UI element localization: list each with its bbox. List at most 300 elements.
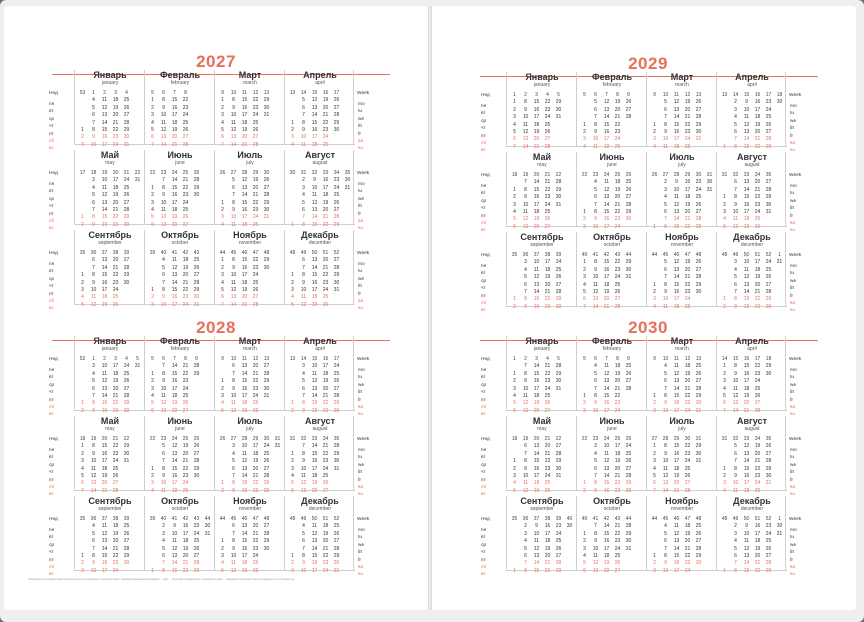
weekday-label: sa xyxy=(790,141,796,147)
day-cell: 9 xyxy=(524,194,527,201)
week-number xyxy=(272,90,283,97)
day-cell: 26 xyxy=(322,301,329,308)
day-cell xyxy=(272,120,283,127)
day-cell: 10 xyxy=(300,465,307,472)
day-cell: 28 xyxy=(555,450,562,457)
day-cell xyxy=(191,393,202,400)
week-number: 44 xyxy=(219,516,226,522)
week-number: 9 xyxy=(221,90,224,96)
day-cell xyxy=(774,289,785,296)
month-block xyxy=(284,496,355,574)
day-cell: 4 xyxy=(291,473,294,480)
weekday-label: fr xyxy=(790,557,793,563)
day-cell: 21 xyxy=(614,385,621,392)
day-cell xyxy=(693,304,704,311)
day-cell xyxy=(553,408,564,415)
week-number: 11 xyxy=(241,90,248,96)
day-cell: 22 xyxy=(112,214,119,221)
weekday-label: mo xyxy=(358,182,365,187)
day-cell xyxy=(719,443,730,450)
day-cell xyxy=(342,200,353,207)
day-cell: 13 xyxy=(533,443,540,450)
day-cell: 9 xyxy=(594,216,597,223)
day-cell: 6 xyxy=(513,136,516,143)
day-cell: 6 xyxy=(302,104,305,111)
day-cell: 7 xyxy=(653,487,656,494)
day-cell: 6 xyxy=(221,294,224,301)
day-cell: 11 xyxy=(311,370,318,377)
day-cell: 23 xyxy=(684,450,691,457)
day-cell: 10 xyxy=(743,106,750,113)
day-cell: 24 xyxy=(544,385,551,392)
day-cell: 31 xyxy=(555,473,562,480)
day-cell: 16 xyxy=(603,129,610,136)
day-cell: 10 xyxy=(662,567,669,574)
day-cell: 26 xyxy=(625,99,632,106)
day-cell: 19 xyxy=(311,301,318,308)
day-cell: 19 xyxy=(241,287,248,294)
weekday-list xyxy=(358,447,365,499)
day-cell: 9 xyxy=(302,407,305,414)
day-cell: 3 xyxy=(291,567,294,574)
week-number: 50 xyxy=(743,252,750,258)
weekday-label: пн xyxy=(481,528,487,533)
day-cell: 2 xyxy=(723,370,726,377)
day-cell: 27 xyxy=(625,465,632,472)
day-cell: 28 xyxy=(695,114,702,121)
day-cell: 6 xyxy=(221,134,224,141)
day-cell: 20 xyxy=(112,385,119,392)
day-cell: 23 xyxy=(182,192,189,199)
day-cell: 10 xyxy=(90,458,97,465)
day-cell: 24 xyxy=(614,136,621,143)
day-cell: 24 xyxy=(754,378,761,385)
day-cell: 27 xyxy=(123,112,130,119)
week-number: 17 xyxy=(79,170,86,176)
day-cell xyxy=(564,531,575,538)
day-cell: 27 xyxy=(614,296,621,303)
year-block-2030 xyxy=(480,336,808,577)
weekday-label: fr xyxy=(790,293,793,299)
day-cell: 31 xyxy=(123,458,130,465)
day-cell: 15 xyxy=(311,450,318,457)
day-cell xyxy=(272,473,283,480)
day-cell: 3 xyxy=(302,363,305,370)
month-name-ru: Июль xyxy=(669,152,695,162)
day-cell: 15 xyxy=(101,553,108,560)
week-number: 8 xyxy=(184,356,187,362)
week-number: 24 xyxy=(171,170,178,176)
day-cell xyxy=(649,99,660,106)
day-cell: 12 xyxy=(160,400,167,407)
day-cell xyxy=(579,386,590,393)
month-days-grid xyxy=(77,516,143,575)
day-cell: 21 xyxy=(182,363,189,370)
day-cell xyxy=(564,363,575,370)
day-cell: 25 xyxy=(182,119,189,126)
day-cell: 19 xyxy=(684,370,691,377)
day-cell: 7 xyxy=(162,279,165,286)
day-cell: 16 xyxy=(241,264,248,271)
week-number xyxy=(272,250,283,257)
day-cell: 30 xyxy=(333,407,340,414)
week-number-header: Нед xyxy=(481,437,490,442)
day-cell: 15 xyxy=(533,370,540,377)
day-cell xyxy=(719,553,730,560)
day-cell: 7 xyxy=(734,136,737,143)
day-cell xyxy=(132,105,143,112)
weekday-label: ср xyxy=(49,116,55,122)
week-number: 5 xyxy=(136,356,139,362)
day-cell: 2 xyxy=(513,106,516,113)
day-cell: 9 xyxy=(232,264,235,271)
day-cell: 29 xyxy=(695,223,702,230)
day-cell: 28 xyxy=(695,274,702,281)
weekday-labels-en xyxy=(785,72,808,154)
day-cell: 6 xyxy=(92,112,95,119)
day-cell: 4 xyxy=(92,97,95,104)
week-number xyxy=(342,250,353,257)
day-cell: 10 xyxy=(522,473,529,480)
month-block xyxy=(74,336,145,414)
week-number: 20 xyxy=(112,170,119,176)
day-cell xyxy=(564,400,575,407)
month-block xyxy=(506,416,577,494)
day-cell: 27 xyxy=(695,266,702,273)
quarter-row xyxy=(480,496,808,578)
day-cell: 18 xyxy=(603,553,610,560)
day-cell: 10 xyxy=(311,184,318,191)
day-cell xyxy=(704,274,715,281)
day-cell xyxy=(342,451,353,458)
day-cell: 4 xyxy=(92,184,95,191)
month-name-en: january xyxy=(101,346,119,352)
day-cell: 14 xyxy=(230,141,237,148)
week-number-header: Нед xyxy=(49,91,58,96)
day-cell: 10 xyxy=(592,223,599,230)
day-cell xyxy=(202,568,213,575)
day-cell: 21 xyxy=(544,560,551,567)
day-cell: 13 xyxy=(101,257,108,264)
week-number: 36 xyxy=(522,516,529,522)
day-cell: 16 xyxy=(603,487,610,494)
month-days-grid xyxy=(147,90,213,149)
day-cell: 1 xyxy=(723,143,726,150)
day-cell: 6 xyxy=(513,223,516,230)
day-cell: 11 xyxy=(160,207,167,214)
month-name-en: may xyxy=(105,160,115,166)
day-cell: 24 xyxy=(182,480,189,487)
day-cell: 26 xyxy=(754,393,761,400)
day-cell: 2 xyxy=(151,378,154,385)
day-cell: 9 xyxy=(524,303,527,310)
day-cell xyxy=(261,280,272,287)
weekday-labels-en xyxy=(353,336,376,418)
weekday-label: вс xyxy=(481,308,486,314)
day-cell: 30 xyxy=(706,179,713,186)
week-number: 44 xyxy=(651,252,658,258)
day-cell: 4 xyxy=(151,393,154,400)
month-days-grid xyxy=(217,356,283,415)
day-cell xyxy=(719,451,730,458)
day-cell: 8 xyxy=(594,480,597,487)
day-cell: 21 xyxy=(112,545,119,552)
day-cell: 12 xyxy=(533,274,540,281)
day-cell: 18 xyxy=(614,179,621,186)
month-block xyxy=(646,336,717,414)
week-number: 45 xyxy=(662,252,669,258)
day-cell xyxy=(634,289,645,296)
day-cell: 17 xyxy=(241,272,248,279)
day-cell xyxy=(704,480,715,487)
day-cell: 5 xyxy=(291,301,294,308)
day-cell xyxy=(553,393,564,400)
day-cell: 23 xyxy=(252,104,259,111)
day-cell xyxy=(634,371,645,378)
week-number: 48 xyxy=(695,252,702,258)
week-number: 45 xyxy=(662,516,669,522)
month-name-ru: Март xyxy=(238,70,262,80)
week-number: 48 xyxy=(721,516,728,522)
week-number: 31 xyxy=(300,170,307,176)
day-cell: 7 xyxy=(734,289,737,296)
day-cell xyxy=(121,480,132,487)
weekday-label: tu xyxy=(358,269,363,275)
month-days-grid xyxy=(147,356,213,415)
day-cell: 2 xyxy=(583,216,586,223)
day-cell xyxy=(272,408,283,415)
day-cell xyxy=(634,304,645,311)
day-cell: 6 xyxy=(302,207,305,214)
day-cell: 18 xyxy=(684,363,691,370)
right-page xyxy=(432,6,856,610)
day-cell: 16 xyxy=(241,545,248,552)
month-name-ru: Апрель xyxy=(303,336,337,346)
day-cell xyxy=(509,451,520,458)
weekday-label: we xyxy=(358,542,365,548)
day-cell: 20 xyxy=(673,480,680,487)
day-cell: 10 xyxy=(230,553,237,560)
day-cell: 22 xyxy=(754,567,761,574)
day-cell: 19 xyxy=(171,400,178,407)
day-cell: 25 xyxy=(684,465,691,472)
day-cell: 14 xyxy=(171,177,178,184)
month-days-grid xyxy=(579,516,645,575)
day-cell: 21 xyxy=(112,207,119,214)
day-cell: 23 xyxy=(614,538,621,545)
day-cell: 26 xyxy=(182,127,189,134)
day-cell: 11 xyxy=(533,266,540,273)
day-cell xyxy=(634,553,645,560)
day-cell xyxy=(202,200,213,207)
weekday-label: tu xyxy=(790,271,795,277)
day-cell: 25 xyxy=(684,303,691,310)
day-cell: 30 xyxy=(333,127,340,134)
day-cell: 29 xyxy=(695,281,702,288)
day-cell: 26 xyxy=(193,264,200,271)
weekday-label: сб xyxy=(481,301,487,307)
day-cell: 30 xyxy=(695,450,702,457)
day-cell: 25 xyxy=(333,192,340,199)
day-cell: 19 xyxy=(754,274,761,281)
week-number: 47 xyxy=(252,516,259,522)
day-cell xyxy=(202,177,213,184)
day-cell xyxy=(287,257,298,264)
day-cell xyxy=(564,122,575,129)
day-cell: 13 xyxy=(743,450,750,457)
day-cell xyxy=(719,129,730,136)
day-cell xyxy=(121,287,132,294)
day-cell: 4 xyxy=(151,119,154,126)
day-cell xyxy=(202,192,213,199)
day-cell xyxy=(147,451,158,458)
day-cell: 25 xyxy=(322,141,329,148)
day-cell: 21 xyxy=(754,458,761,465)
day-cell: 22 xyxy=(112,127,119,134)
day-cell xyxy=(704,363,715,370)
day-cell xyxy=(634,408,645,415)
day-cell: 11 xyxy=(171,538,178,545)
day-cell xyxy=(272,488,283,495)
week-number: 21 xyxy=(544,172,551,178)
day-cell xyxy=(342,408,353,415)
week-number xyxy=(704,516,715,523)
day-cell: 5 xyxy=(664,99,667,106)
day-cell: 10 xyxy=(160,199,167,206)
month-name-en: february xyxy=(602,346,622,352)
day-cell: 10 xyxy=(230,393,237,400)
day-cell: 16 xyxy=(101,407,108,414)
day-cell: 21 xyxy=(684,274,691,281)
month-days-grid xyxy=(217,250,283,309)
day-cell: 24 xyxy=(333,363,340,370)
day-cell: 4 xyxy=(151,487,154,494)
weekday-label: th xyxy=(790,126,795,132)
day-cell xyxy=(634,538,645,545)
day-cell: 31 xyxy=(555,385,562,392)
day-cell: 17 xyxy=(311,567,318,574)
month-name-en: january xyxy=(533,82,551,88)
month-block xyxy=(506,496,577,574)
month-name-en: august xyxy=(744,162,760,168)
day-cell: 8 xyxy=(734,143,737,150)
week-number: 27 xyxy=(230,436,237,442)
month-name-ru: Июль xyxy=(237,416,263,426)
day-cell: 3 xyxy=(513,385,516,392)
day-cell: 31 xyxy=(263,393,270,400)
day-cell: 28 xyxy=(263,370,270,377)
day-cell: 12 xyxy=(662,473,669,480)
week-number xyxy=(704,252,715,259)
day-cell: 4 xyxy=(302,192,305,199)
day-cell: 1 xyxy=(513,296,516,303)
day-cell: 16 xyxy=(182,523,189,530)
weekday-label: ср xyxy=(49,382,55,388)
day-cell xyxy=(342,393,353,400)
day-cell: 17 xyxy=(754,530,761,537)
week-number: 40 xyxy=(160,250,167,256)
day-cell: 19 xyxy=(112,192,119,199)
day-cell: 5 xyxy=(513,216,516,223)
day-cell: 17 xyxy=(171,480,178,487)
day-cell: 23 xyxy=(544,378,551,385)
day-cell: 24 xyxy=(614,274,621,281)
day-cell xyxy=(287,207,298,214)
day-cell: 4 xyxy=(653,465,656,472)
day-cell xyxy=(272,378,283,385)
day-cell xyxy=(704,371,715,378)
day-cell: 14 xyxy=(101,264,108,271)
day-cell: 8 xyxy=(594,530,597,537)
day-cell: 13 xyxy=(101,385,108,392)
day-cell: 20 xyxy=(322,104,329,111)
week-number: 27 xyxy=(662,172,669,178)
day-cell: 7 xyxy=(232,192,235,199)
day-cell: 17 xyxy=(241,112,248,119)
weekday-label: ср xyxy=(49,276,55,282)
day-cell: 30 xyxy=(263,104,270,111)
day-cell: 14 xyxy=(241,473,248,480)
day-cell: 16 xyxy=(533,106,540,113)
day-cell: 9 xyxy=(302,279,305,286)
day-cell: 23 xyxy=(322,407,329,414)
day-cell: 18 xyxy=(311,473,318,480)
day-cell: 25 xyxy=(123,97,130,104)
day-cell: 7 xyxy=(734,186,737,193)
day-cell xyxy=(623,122,634,129)
day-cell xyxy=(704,114,715,121)
month-block xyxy=(144,416,215,494)
day-cell xyxy=(287,214,298,221)
week-number: 29 xyxy=(252,170,259,176)
day-cell xyxy=(191,214,202,221)
day-cell xyxy=(649,371,660,378)
day-cell: 31 xyxy=(263,214,270,221)
day-cell xyxy=(132,386,143,393)
day-cell: 12 xyxy=(101,104,108,111)
day-cell: 14 xyxy=(533,560,540,567)
day-cell: 21 xyxy=(322,112,329,119)
weekday-label: fr xyxy=(358,211,361,217)
weekday-label: вт xyxy=(49,535,54,541)
day-cell xyxy=(77,177,88,184)
month-block xyxy=(716,496,787,574)
day-cell: 21 xyxy=(112,119,119,126)
day-cell: 15 xyxy=(673,393,680,400)
month-name-ru: Сентябрь xyxy=(520,496,564,506)
day-cell xyxy=(272,400,283,407)
day-cell xyxy=(202,560,213,567)
week-number: 24 xyxy=(603,436,610,442)
day-cell xyxy=(202,222,213,229)
day-cell xyxy=(132,134,143,141)
day-cell: 20 xyxy=(754,129,761,136)
day-cell: 14 xyxy=(101,119,108,126)
weekday-label: su xyxy=(358,412,364,418)
day-cell: 23 xyxy=(193,523,200,530)
day-cell xyxy=(634,378,645,385)
day-cell: 25 xyxy=(322,294,329,301)
day-cell: 18 xyxy=(684,194,691,201)
day-cell: 3 xyxy=(81,287,84,294)
week-number: 42 xyxy=(182,516,189,522)
day-cell: 16 xyxy=(101,450,108,457)
day-cell xyxy=(719,114,730,121)
day-cell: 18 xyxy=(112,97,119,104)
day-cell: 21 xyxy=(182,279,189,286)
week-number: 48 xyxy=(263,250,270,256)
day-cell xyxy=(342,134,353,141)
